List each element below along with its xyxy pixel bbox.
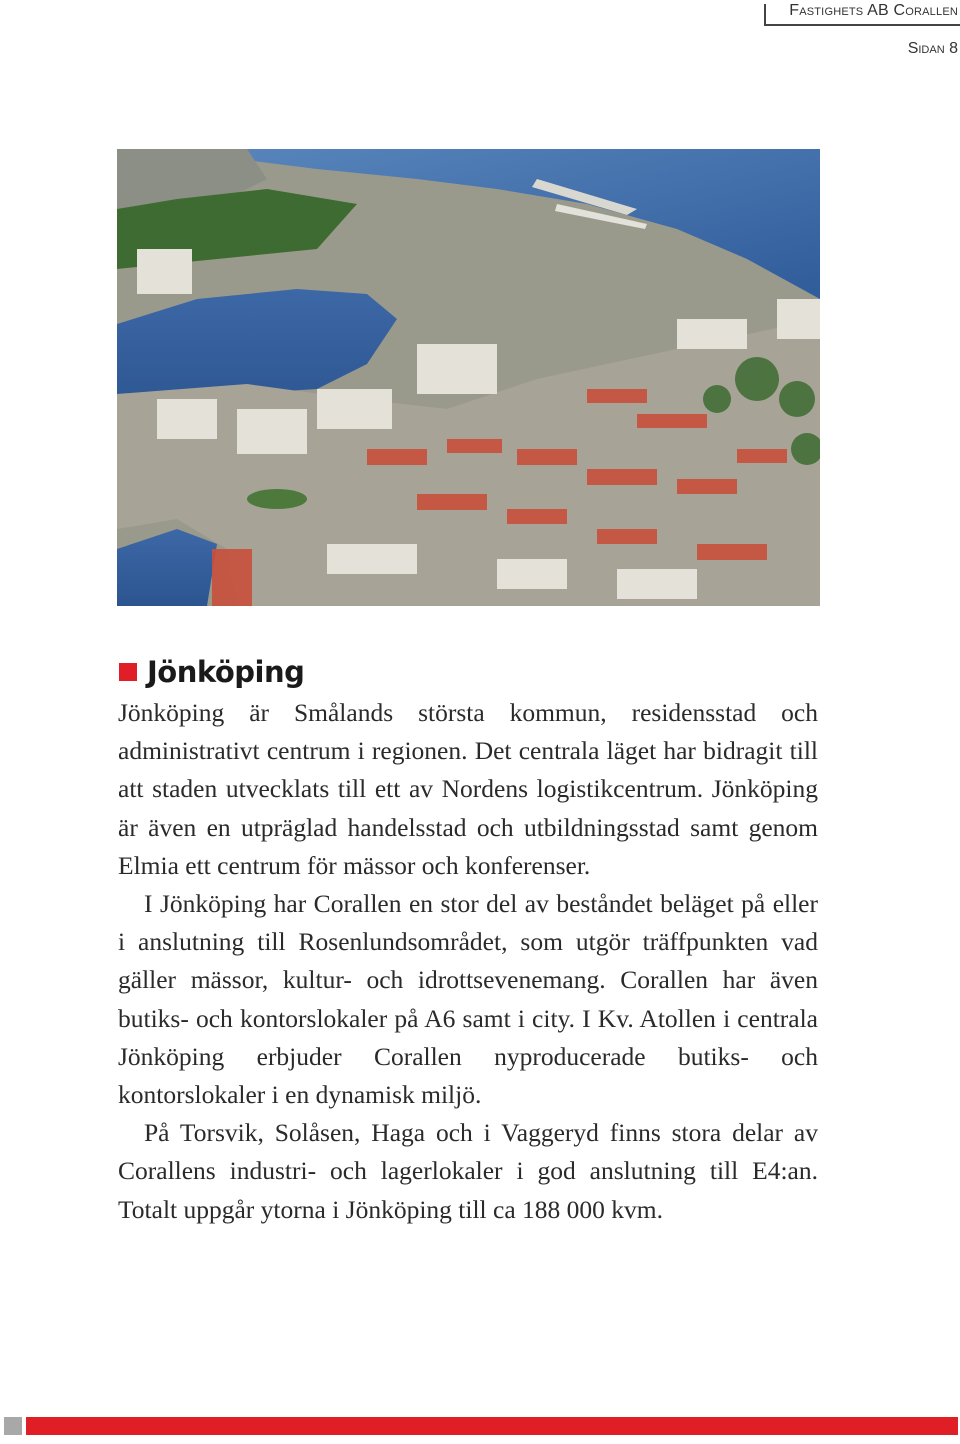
header-company-name: Fastighets AB Corallen [789,2,958,19]
section-heading [119,652,304,692]
section-title: Jönköping [147,655,305,689]
paragraph-2: I Jönköping har Corallen en stor del av beståndet beläget på eller i anslutning till Rosenlundsområdet, som utgör träffpunkten vad gäller mässor, kultur- och idrottsevenemang. Corallen har även butiks- och kontorslokaler på A6 samt i city. I Kv. Atollen i centrala Jönköping erbjuder Corallen nyproducerade butiks- och kontorslokaler i en dynamisk miljö. [118,889,818,1110]
page-number: Sidan 8 [907,40,958,57]
body-text [118,694,818,1229]
footer-bar-gray [4,1417,22,1435]
aerial-city-photo [117,149,820,606]
heading-square-icon [119,663,137,681]
footer-bar-red [26,1417,958,1435]
paragraph-1: Jönköping är Smålands största kommun, residensstad och administrativt centrum i regionen. Det centrala läget har bidragit till att staden utvecklats till ett av Nordens logistikcentrum. Jönköping är även en utpräglad handelsstad och utbildningsstad samt genom Elmia ett centrum för mässor och konferenser. [118,698,818,880]
paragraph-3: På Torsvik, Solåsen, Haga och i Vaggeryd finns stora delar av Corallens industri- och lagerlokaler i god anslutning till E4:an. Totalt uppgår ytorna i Jönköping till ca 188 000 kvm. [118,1118,818,1224]
